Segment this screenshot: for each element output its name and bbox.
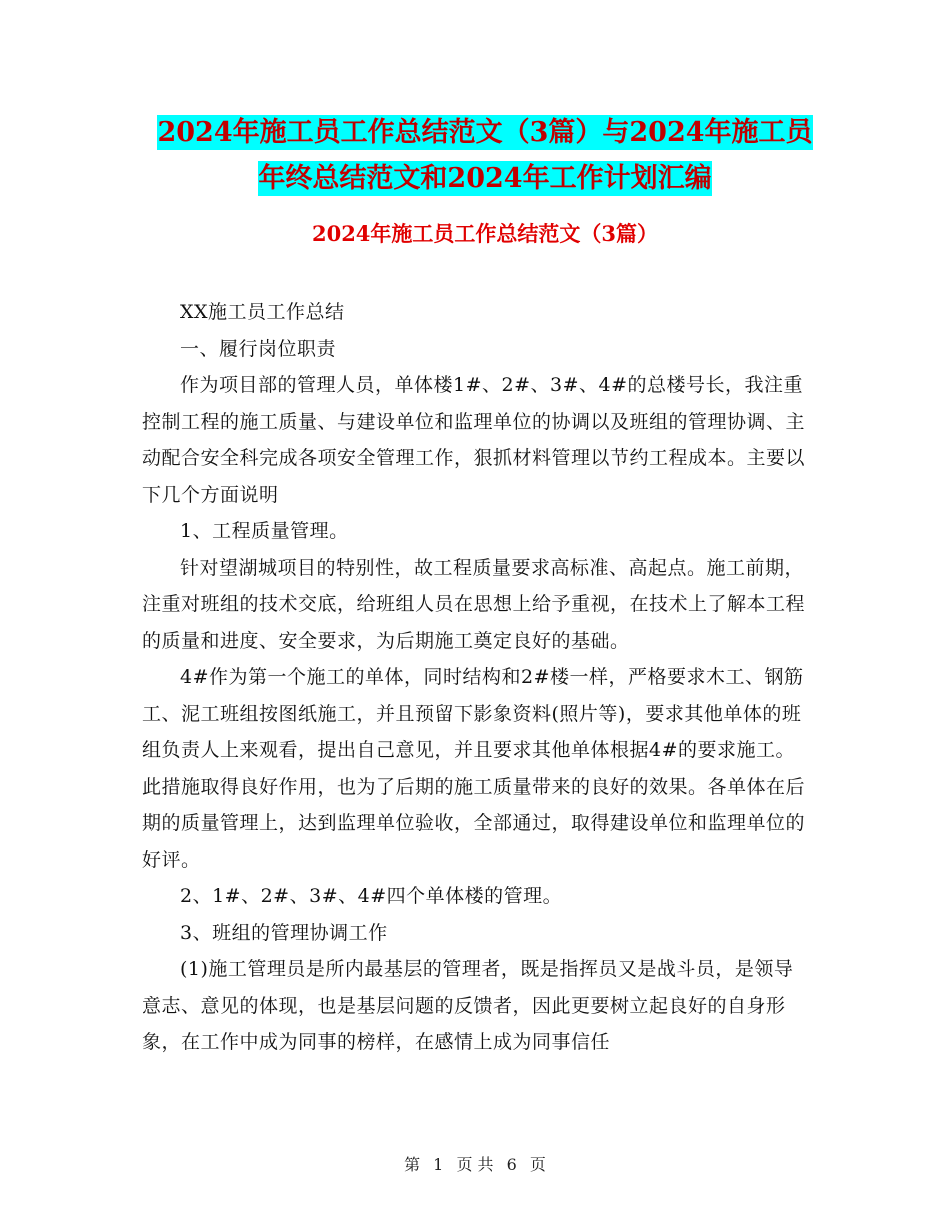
page-footer <box>0 1152 950 1175</box>
current-page-number: 1 <box>433 1155 444 1174</box>
document-title <box>140 110 830 202</box>
title-line-1: 2024年施工员工作总结范文（3篇）与2024年施工员 <box>157 117 813 148</box>
paragraph: 作为项目部的管理人员，单体楼1#、2#、3#、4#的总楼号长，我注重控制工程的施工质量、与建设单位和监理单位的协调以及班组的管理协调、主动配合安全科完成各项安全管理工作，狠抓材料管理以节约工程成本。主要以下几个方面说明 <box>142 374 806 506</box>
document-body <box>142 294 812 1061</box>
paragraph: 1、工程质量管理。 <box>180 520 349 542</box>
paragraph: 2、1#、2#、3#、4#四个单体楼的管理。 <box>180 885 563 907</box>
footer-middle: 页 共 <box>456 1155 494 1174</box>
paragraph: (1)施工管理员是所内最基层的管理者，既是指挥员又是战斗员，是领导意志、意见的体现，也是基层问题的反馈者，因此更要树立起良好的自身形象，在工作中成为同事的榜样，在感情上成为同事信任 <box>142 958 794 1053</box>
footer-suffix: 页 <box>529 1155 546 1174</box>
total-page-number: 6 <box>506 1155 517 1174</box>
paragraph: 3、班组的管理协调工作 <box>180 921 388 944</box>
title-line-2: 年终总结范文和2024年工作计划汇编 <box>258 163 712 194</box>
footer-prefix: 第 <box>404 1155 421 1174</box>
paragraph: 4#作为第一个施工的单体，同时结构和2#楼一样，严格要求木工、钢筋工、泥工班组按图纸施工，并且预留下影象资料(照片等)，要求其他单体的班组负责人上来观看，提出自己意见，并且要求其他单体根据4#的要求施工。此措施取得良好作用，也为了后期的施工质量带来的良好的效果。各单体在后期的质量管理上，达到监理单位验收，全部通过，取得建设单位和监理单位的好评。 <box>142 666 806 871</box>
paragraph: 针对望湖城项目的特别性，故工程质量要求高标准、高起点。施工前期，注重对班组的技术交底，给班组人员在思想上给予重视，在技术上了解本工程的质量和进度、安全要求，为后期施工奠定良好的基础。 <box>142 556 806 652</box>
section-subtitle: 2024年施工员工作总结范文（3篇） <box>311 221 659 246</box>
paragraph: XX施工员工作总结 <box>180 301 345 323</box>
paragraph: 一、履行岗位职责 <box>180 337 337 360</box>
